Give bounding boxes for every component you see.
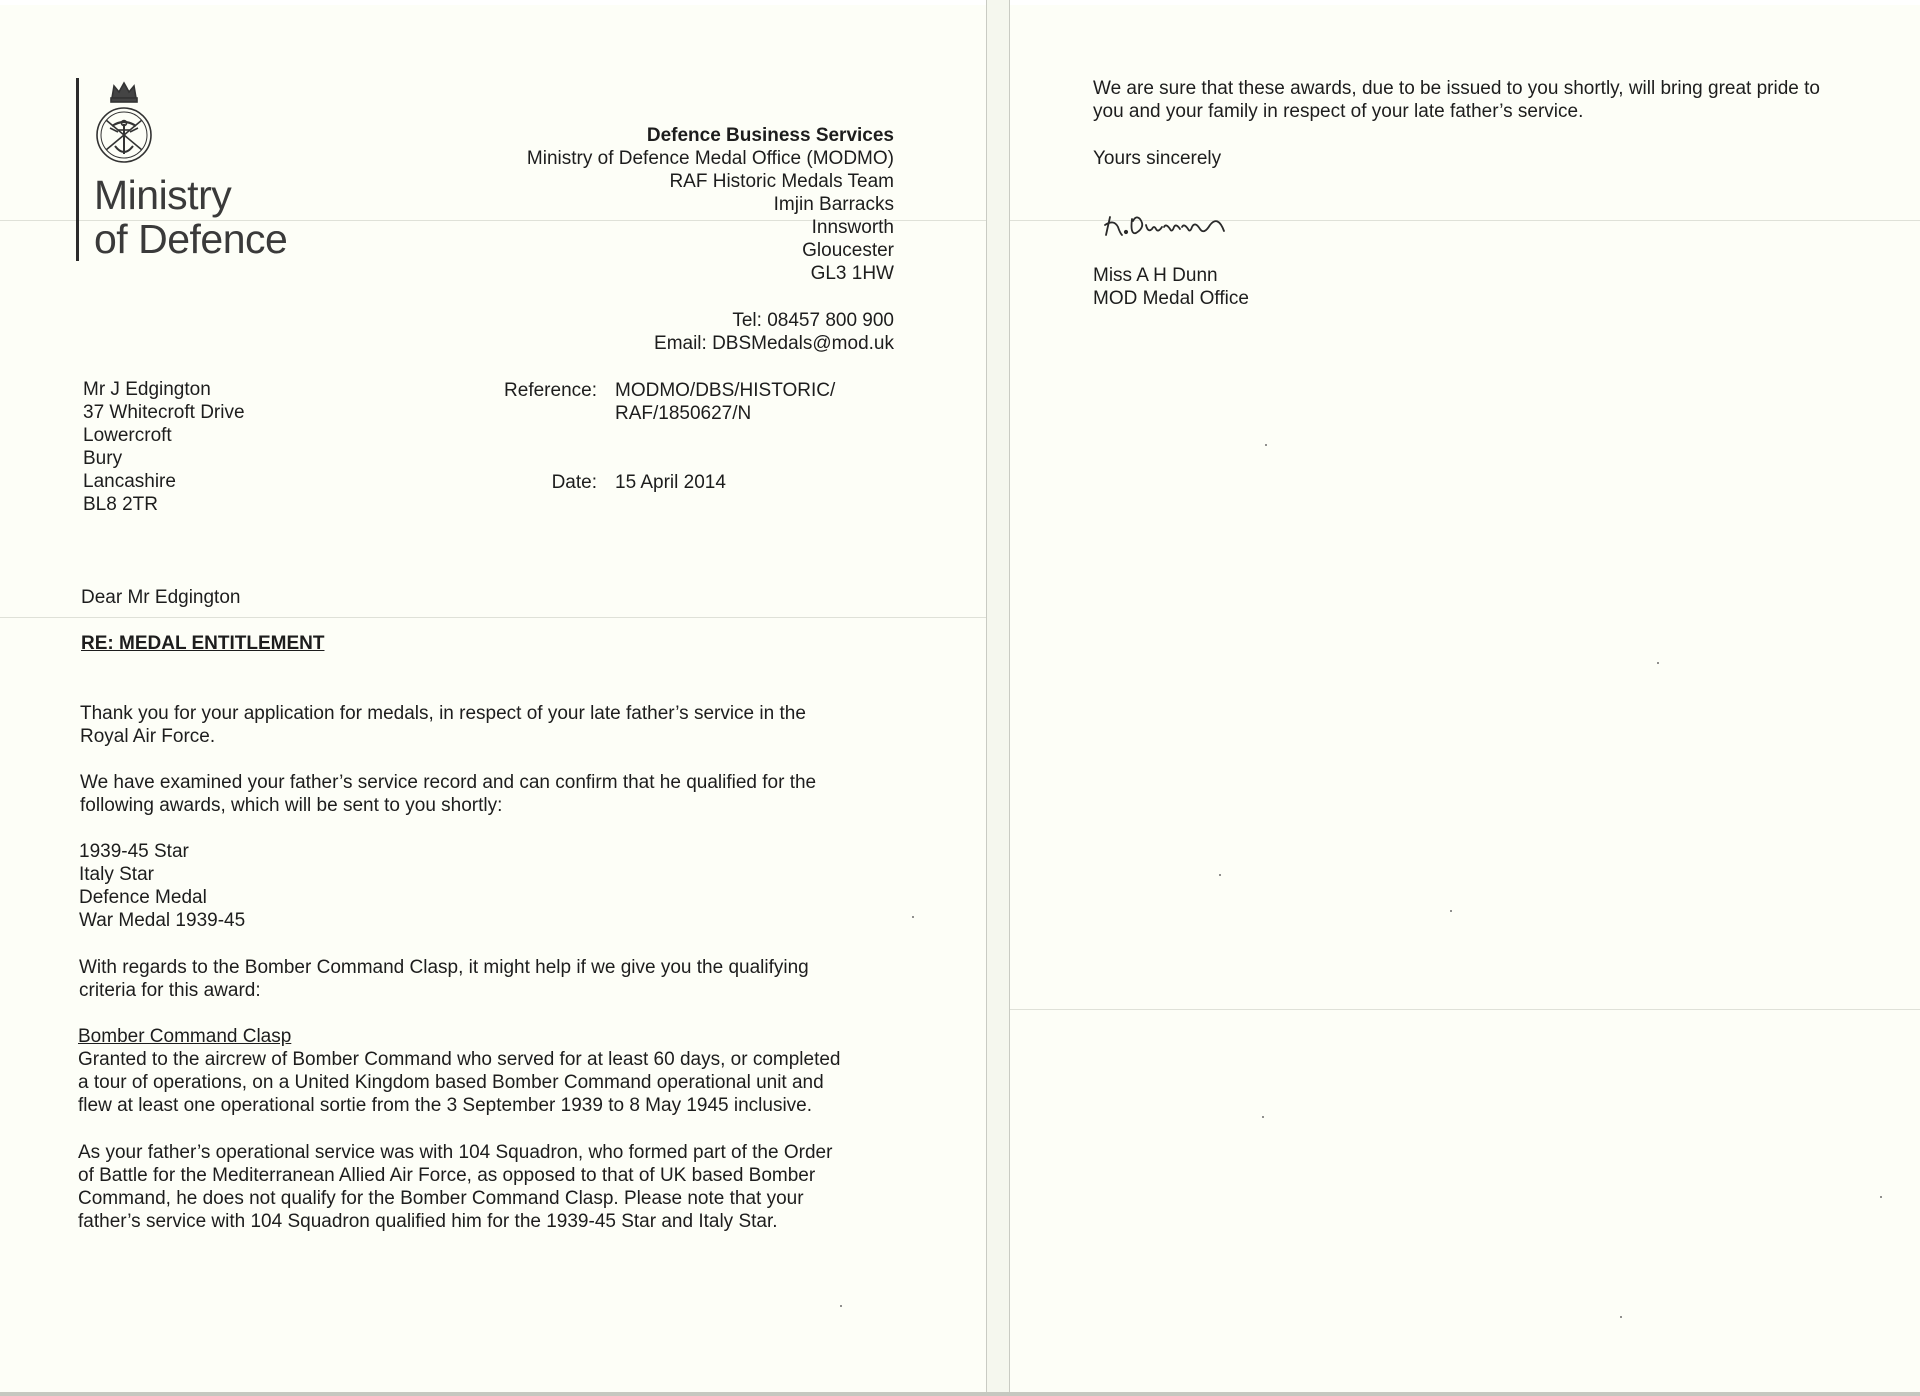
- paragraph-line: of Battle for the Mediterranean Allied Air Force, as opposed to that of UK based Bomber: [78, 1165, 816, 1186]
- signatory-name: Miss A H Dunn: [1093, 265, 1218, 286]
- subject-heading: RE: MEDAL ENTITLEMENT: [81, 633, 325, 654]
- award-item: 1939-45 Star: [79, 841, 189, 862]
- paragraph-line: father’s service with 104 Squadron qualified him for the 1939-45 Star and Italy Star.: [78, 1211, 778, 1232]
- sender-org: Defence Business Services: [646, 125, 894, 146]
- page-gutter: [986, 0, 1010, 1396]
- scan-bottom-edge: [0, 1392, 1920, 1396]
- recipient-line: 37 Whitecroft Drive: [83, 402, 245, 423]
- clasp-heading: Bomber Command Clasp: [78, 1026, 292, 1047]
- reference-label: Reference:: [504, 380, 597, 401]
- signatory-office: MOD Medal Office: [1093, 288, 1249, 309]
- sender-line: Gloucester: [802, 240, 894, 261]
- paragraph-line: As your father’s operational service was with 104 Squadron, who formed part of the Order: [78, 1142, 833, 1163]
- sender-line: RAF Historic Medals Team: [669, 171, 894, 192]
- sender-telephone: Tel: 08457 800 900: [732, 310, 894, 331]
- crown-anchor-crest-icon: [92, 80, 156, 168]
- clasp-criteria-line: Granted to the aircrew of Bomber Command who served for at least 60 days, or completed: [78, 1049, 841, 1070]
- recipient-line: Bury: [83, 448, 123, 469]
- recipient-line: Lancashire: [83, 471, 176, 492]
- sender-email: Email: DBSMedals@mod.uk: [654, 333, 894, 354]
- paragraph-line: Command, he does not qualify for the Bomber Command Clasp. Please note that your: [78, 1188, 804, 1209]
- award-item: War Medal 1939-45: [79, 910, 246, 931]
- paragraph-line: Thank you for your application for medals, in respect of your late father’s service in the: [80, 703, 806, 724]
- clasp-criteria-line: flew at least one operational sortie from the 3 September 1939 to 8 May 1945 inclusive.: [78, 1095, 813, 1116]
- paragraph-line: criteria for this award:: [79, 980, 261, 1001]
- paragraph-line: We are sure that these awards, due to be issued to you shortly, will bring great pride to: [1093, 78, 1820, 99]
- date-value: 15 April 2014: [615, 472, 726, 493]
- recipient-line: Lowercroft: [83, 425, 172, 446]
- paragraph-line: Royal Air Force.: [80, 726, 216, 747]
- date-label: Date:: [551, 472, 597, 493]
- fold-crease: [1010, 1009, 1920, 1010]
- award-item: Defence Medal: [79, 887, 207, 908]
- paragraph-line: With regards to the Bomber Command Clasp, it might help if we give you the qualifying: [79, 957, 809, 978]
- sender-line: Imjin Barracks: [773, 194, 894, 215]
- salutation: Dear Mr Edgington: [81, 587, 241, 608]
- sender-postcode: GL3 1HW: [810, 263, 894, 284]
- sender-line: Innsworth: [811, 217, 894, 238]
- clasp-criteria-line: a tour of operations, on a United Kingdom based Bomber Command operational unit and: [78, 1072, 824, 1093]
- reference-value: RAF/1850627/N: [615, 403, 752, 424]
- logo-rule: [76, 78, 79, 261]
- sender-line: Ministry of Defence Medal Office (MODMO): [526, 148, 894, 169]
- paragraph-line: following awards, which will be sent to you shortly:: [80, 795, 503, 816]
- award-item: Italy Star: [79, 864, 154, 885]
- reference-value: MODMO/DBS/HISTORIC/: [615, 380, 836, 401]
- paragraph-line: you and your family in respect of your late father’s service.: [1093, 101, 1584, 122]
- fold-crease: [0, 617, 986, 618]
- handwritten-signature-icon: [1100, 205, 1260, 245]
- recipient-line: BL8 2TR: [83, 494, 158, 515]
- ministry-of-defence-logo-text: Ministry of Defence: [94, 172, 288, 262]
- closing: Yours sincerely: [1093, 148, 1222, 169]
- recipient-line: Mr J Edgington: [83, 379, 211, 400]
- paragraph-line: We have examined your father’s service record and can confirm that he qualified for the: [80, 772, 817, 793]
